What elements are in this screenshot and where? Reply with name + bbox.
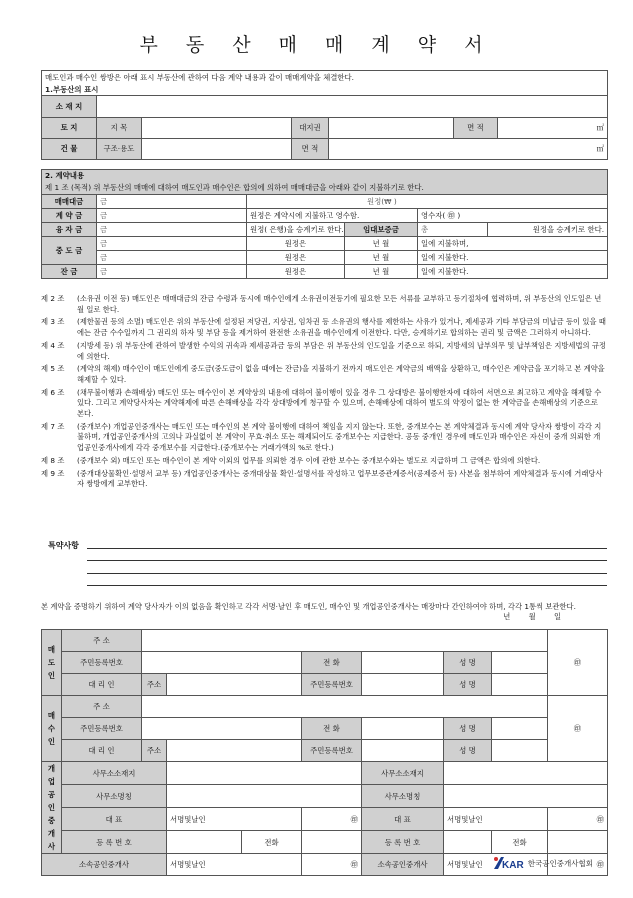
broker1-sign-label: 서명및날인 — [167, 808, 302, 831]
clause-item: 제 2 조 (소유권 이전 등) 매도인은 매매대금의 잔금 수령과 동시에 매수인에게 소유권이전등기에 필요한 모든 서류를 교부하고 등기절차에 협력하며, 위 부동산의 인도일은 년 월 일로 한다. — [41, 294, 602, 314]
deposit-text: 원정은 계약시에 지불하고 영수함. — [247, 209, 418, 223]
broker-label: 개 업 공 인 중 개 사 — [42, 762, 62, 854]
building-area-field[interactable] — [329, 138, 608, 159]
jimok-label: 지 목 — [97, 117, 142, 138]
clause-list — [41, 294, 607, 492]
broker1-office-name-label: 사무소명칭 — [62, 785, 167, 808]
kar-logo-icon — [492, 855, 524, 871]
seller-phone-field[interactable] — [362, 652, 444, 674]
buyer-address-field[interactable] — [142, 696, 548, 718]
location-label: 소 재 지 — [42, 95, 97, 117]
broker2-assoc-seal: ㊞ — [548, 854, 608, 876]
middle-text-2: 원정은 — [247, 251, 345, 265]
seller-label: 매 도 인 — [42, 630, 62, 696]
broker1-assoc-sign-label: 서명및날인 — [167, 854, 302, 876]
broker2-reg-field[interactable] — [444, 831, 492, 854]
land-share-field[interactable] — [329, 117, 454, 138]
seller-agent-id-label: 주민등록번호 — [302, 674, 362, 696]
buyer-address-label: 주 소 — [62, 696, 142, 718]
broker2-reg-label: 등 록 번 호 — [362, 831, 444, 854]
price-label: 매매대금 — [42, 195, 97, 209]
clause-item: 제 8 조 (중개보수 외) 매도인 또는 매수인이 본 계약 이외의 업무를 의뢰한 경우 이에 관한 보수는 중개보수와는 별도로 지급하며 그 금액은 합의에 의한다. — [41, 455, 541, 465]
middle-date-1[interactable]: 년 월 — [345, 237, 418, 251]
buyer-id-label: 주민등록번호 — [62, 718, 142, 740]
parties-table — [41, 629, 608, 876]
special-terms-label: 특약사항 — [48, 541, 79, 550]
seller-agent-address-label: 주소 — [142, 674, 167, 696]
special-line[interactable] — [87, 585, 607, 586]
broker2-office-name-label: 사무소명칭 — [362, 785, 444, 808]
seller-phone-label: 전 화 — [302, 652, 362, 674]
buyer-agent-id-field[interactable] — [362, 740, 444, 762]
closing-statement — [41, 602, 607, 621]
seller-agent-label: 대 리 인 — [62, 674, 142, 696]
document-title: 부 동 산 매 매 계 약 서 — [139, 34, 494, 56]
balance-text: 원정은 — [247, 265, 345, 279]
buyer-agent-label: 대 리 인 — [62, 740, 142, 762]
seller-agent-id-field[interactable] — [362, 674, 444, 696]
price-prefix: 금 — [97, 195, 247, 209]
broker1-reg-label: 등 록 번 호 — [62, 831, 167, 854]
buyer-id-field[interactable] — [142, 718, 302, 740]
lease-label: 임대보증금 — [345, 223, 418, 237]
seller-address-label: 주 소 — [62, 630, 142, 652]
land-area-unit: ㎡ — [596, 123, 604, 132]
seller-name-field[interactable] — [492, 652, 548, 674]
special-line[interactable] — [87, 548, 607, 549]
broker1-reg-field[interactable] — [167, 831, 242, 854]
buyer-agent-id-label: 주민등록번호 — [302, 740, 362, 762]
broker1-office-name-field[interactable] — [167, 785, 362, 808]
broker1-tel-label: 전화 — [242, 831, 302, 854]
buyer-name-label: 성 명 — [444, 718, 492, 740]
land-area-field[interactable] — [498, 117, 608, 138]
balance-prefix: 금 — [97, 265, 247, 279]
broker2-assoc-sign-label: 서명및날인 — [444, 854, 548, 876]
closing-date[interactable]: 년 월 일 — [503, 612, 569, 621]
broker2-office-addr-label: 사무소소재지 — [362, 762, 444, 785]
broker1-assoc-seal: ㊞ — [302, 854, 362, 876]
broker2-seal: ㊞ — [548, 808, 608, 831]
middle-prefix-2: 금 — [97, 251, 247, 265]
buyer-agent-address-field[interactable] — [167, 740, 302, 762]
buyer-phone-field[interactable] — [362, 718, 444, 740]
seller-address-field[interactable] — [142, 630, 548, 652]
article1-text: 제 1 조 (목적) 위 부동산의 매매에 대하여 매도인과 매수인은 합의에 의하여 매매대금을 아래와 같이 지불하기로 한다. — [42, 182, 608, 195]
structure-label: 구조·용도 — [97, 138, 142, 159]
broker2-rep-label: 대 표 — [362, 808, 444, 831]
buyer-agent-name-field[interactable] — [492, 740, 548, 762]
deposit-prefix: 금 — [97, 209, 247, 223]
lease-text: 원정을 승계키로 한다. — [488, 223, 608, 237]
buyer-name-field[interactable] — [492, 718, 548, 740]
price-field[interactable]: 원정(₩ ) — [247, 195, 608, 209]
receiver-field[interactable]: 영수자( ㊞ ) — [418, 209, 608, 223]
land-share-label: 대지권 — [292, 117, 329, 138]
loan-prefix: 금 — [97, 223, 247, 237]
special-line[interactable] — [87, 560, 607, 561]
buyer-agent-name-label: 성 명 — [444, 740, 492, 762]
jimok-field[interactable] — [142, 117, 292, 138]
deposit-label: 계 약 금 — [42, 209, 97, 223]
broker1-rep-label: 대 표 — [62, 808, 167, 831]
broker1-tel-field[interactable] — [302, 831, 362, 854]
seller-agent-name-label: 성 명 — [444, 674, 492, 696]
broker1-office-addr-label: 사무소소재지 — [62, 762, 167, 785]
buyer-label: 매 수 인 — [42, 696, 62, 762]
buyer-agent-address-label: 주소 — [142, 740, 167, 762]
land-label: 토 지 — [42, 117, 97, 138]
broker2-office-addr-field[interactable] — [444, 762, 608, 785]
land-area-label: 면 적 — [454, 117, 498, 138]
middle-text-1: 원정은 — [247, 237, 345, 251]
middle-date-2[interactable]: 년 월 — [345, 251, 418, 265]
seller-id-field[interactable] — [142, 652, 302, 674]
property-table — [41, 70, 608, 160]
seller-agent-name-field[interactable] — [492, 674, 548, 696]
section2-heading: 2. 계약내용 — [42, 170, 608, 182]
broker2-tel-field[interactable] — [548, 831, 608, 854]
closing-text: 본 계약을 증명하기 위하여 계약 당사자가 이의 없음을 확인하고 각각 서명·날인 후 매도인, 매수인 및 개업공인중개사는 매장마다 간인하여야 하며, 각각 1통씩 보관한다. — [41, 602, 576, 611]
seller-name-label: 성 명 — [444, 652, 492, 674]
building-area-unit: ㎡ — [596, 144, 604, 153]
building-area-label: 면 적 — [292, 138, 329, 159]
middle-pay-1: 일에 지불하며, — [418, 237, 608, 251]
svg-text:KAR: KAR — [501, 860, 524, 871]
intro-text: 매도인과 매수인 쌍방은 아래 표시 부동산에 관하여 다음 계약 내용과 같이 매매계약을 체결한다. — [42, 71, 608, 84]
broker2-assoc-label: 소속공인중개사 — [362, 854, 444, 876]
broker1-seal: ㊞ — [302, 808, 362, 831]
buyer-seal: ㊞ — [548, 696, 608, 762]
middle-payment-label: 중 도 금 — [42, 237, 97, 265]
seller-id-label: 주민등록번호 — [62, 652, 142, 674]
clause-item: 제 5 조 (계약의 해제) 매수인이 매도인에게 중도금(중도금이 없을 때에는 잔금)을 지불하기 전까지 매도인은 계약금의 배액을 상환하고, 매수인은 계약금을 포기하고 본 계약을 해제할 수 있다. — [41, 364, 605, 384]
seller-agent-address-field[interactable] — [167, 674, 302, 696]
clause-item: 제 9 조 (중개대상물확인·설명서 교부 등) 개업공인중개사는 중개대상물 확인·설명서를 작성하고 업무보증관계증서(공제증서 등) 사본을 첨부하여 계약체결과 동시에 거래당사자 쌍방에게 교부한다. — [41, 468, 603, 489]
buyer-phone-label: 전 화 — [302, 718, 362, 740]
structure-field[interactable] — [142, 138, 292, 159]
building-label: 건 물 — [42, 138, 97, 159]
middle-prefix-1: 금 — [97, 237, 247, 251]
seller-seal: ㊞ — [548, 630, 608, 696]
broker2-tel-label: 전화 — [492, 831, 548, 854]
section1-heading: 1.부동산의 표시 — [42, 84, 608, 96]
loan-label: 융 자 금 — [42, 223, 97, 237]
broker2-sign-label: 서명및날인 — [444, 808, 548, 831]
balance-date[interactable]: 년 월 — [345, 265, 418, 279]
broker1-assoc-label: 소속공인중개사 — [42, 854, 167, 876]
clause-item: 제 4 조 (지방세 등) 위 부동산에 관하여 발생한 수익의 귀속과 제세공과금 등의 부담은 위 부동산의 인도일을 기준으로 하되, 지방세의 납부의무 및 납부책임은 지방세법의 규정에 의한다. — [41, 340, 606, 361]
clause-item: 제 7 조 (중개보수) 개업공인중개사는 매도인 또는 매수인의 본 계약 불이행에 대하여 책임을 지지 않는다. 또한, 중개보수는 본 계약체결과 동시에 계약 당사자 쌍방이 각각 지불하며, 개업공인중개사의 고의나 과실없이 본 계약이 무효·취소 또는 해제되어도 중개보수는 지급한다. 공동 중개인 경우에 매도인과 매수인은 자신이 중개 의뢰한 개업공인중개사에게 각각 중개보수를 지급한다.(중개보수는 거래가액의 %로 한다.) — [41, 421, 602, 453]
association-name: 한국공인중개사협회 — [527, 858, 593, 868]
clause-item: 제 3 조 (제한물권 등의 소멸) 매도인은 위의 부동산에 설정된 저당권, 지상권, 임차권 등 소유권의 행사를 제한하는 사유가 있거나, 제세공과 기타 부담금의 미납금 등이 있을 때에는 잔금 수수일까지 그 권리의 하자 및 부담 등을 제거하여 완전한 소유권을 매수인에게 이전한다. 다만, 승계하기로 합의하는 권리 및 금액은 그러하지 아니하다. — [41, 317, 606, 338]
contract-table — [41, 169, 608, 279]
middle-pay-2: 일에 지불한다. — [418, 251, 608, 265]
balance-pay: 일에 지불한다. — [418, 265, 608, 279]
balance-label: 잔 금 — [42, 265, 97, 279]
broker2-office-name-field[interactable] — [444, 785, 608, 808]
lease-prefix: 총 — [418, 223, 488, 237]
broker1-office-addr-field[interactable] — [167, 762, 362, 785]
special-line[interactable] — [87, 573, 607, 574]
association-footer — [492, 855, 593, 871]
loan-text: 원정( 은행)을 승계키로 한다. — [247, 223, 345, 237]
location-field[interactable] — [97, 95, 608, 117]
clause-item: 제 6 조 (채무불이행과 손해배상) 매도인 또는 매수인이 본 계약상의 내용에 대하여 불이행이 있을 경우 그 상대방은 불이행한자에 대하여 서면으로 최고하고 계약을 해제할 수 있다. 그리고 계약당사자는 계약해제에 따른 손해배상을 각각 상대방에게 청구할 수 있으며, 손해배상에 대하여 별도의 약정이 없는 한 계약금을 손해배상의 기준으로 본다. — [41, 387, 602, 419]
